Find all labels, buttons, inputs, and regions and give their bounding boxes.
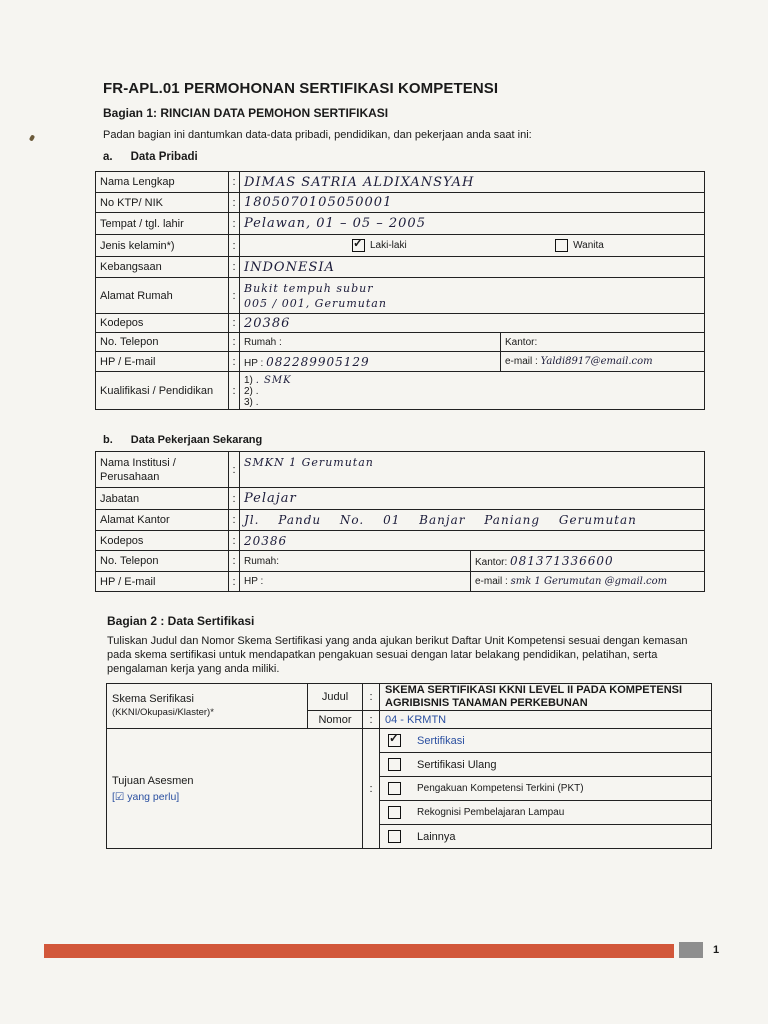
- section-b-letter: b.: [103, 434, 113, 446]
- personal-data-table: [95, 171, 705, 410]
- footer-bar: [44, 944, 674, 958]
- hp-field-b[interactable]: HP :: [240, 572, 471, 592]
- table-row: Nomor : 04 - KRMTN: [107, 711, 712, 729]
- table-row: Kodepos : 20386: [96, 314, 705, 333]
- tujuan-options: [380, 729, 712, 849]
- jabatan-value: Pelajar: [244, 491, 297, 506]
- table-row: Alamat Kantor : Jl. Pandu No. 01 Banjar Paniang Gerumutan: [96, 510, 705, 531]
- tujuan-hint: [☑ yang perlu]: [112, 790, 180, 803]
- tujuan-option[interactable]: [380, 825, 711, 848]
- table-row: [107, 729, 712, 849]
- wanita-label: Wanita: [573, 240, 604, 252]
- tujuan-option[interactable]: [380, 801, 711, 825]
- email-value-b: smk 1 Gerumutan @gmail.com: [510, 576, 668, 587]
- bangsa-label: Kebangsaan: [96, 257, 229, 278]
- nama-field[interactable]: [240, 172, 705, 193]
- telp-kantor-field-b[interactable]: Kantor: 081371336600: [471, 551, 705, 572]
- section-1-heading: Bagian 1: RINCIAN DATA PEMOHON SERTIFIKASI: [103, 106, 389, 120]
- kodepos-label: Kodepos: [96, 314, 229, 333]
- table-row: No. Telepon : Rumah: Kantor: 081371336600: [96, 551, 705, 572]
- table-row: Alamat Rumah : Bukit tempuh subur 005 / 001, Gerumutan: [96, 278, 705, 314]
- nama-value: DIMAS SATRIA ALDIXANSYAH: [244, 174, 475, 190]
- tujuan-option[interactable]: [380, 753, 711, 777]
- tujuan-label: Tujuan Asesmen: [112, 774, 194, 787]
- option-label: Lainnya: [417, 830, 456, 843]
- section-a-heading: [103, 151, 198, 163]
- option-checkbox[interactable]: [388, 734, 401, 747]
- skema-label: Skema Serifikasi: [112, 693, 194, 705]
- telp-kantor-value: 081371336600: [510, 554, 614, 568]
- kodepos-value: 20386: [244, 315, 291, 331]
- hp-label: HP / E-mail: [96, 352, 229, 372]
- option-checkbox[interactable]: [388, 830, 401, 843]
- section-b-heading: [103, 434, 262, 446]
- nomor-label: Nomor: [308, 711, 363, 729]
- wanita-checkbox[interactable]: [555, 239, 568, 252]
- table-row: Jenis kelamin*) : ✓ Laki-laki Wanita: [96, 235, 705, 257]
- alamat-kantor-label: Alamat Kantor: [96, 510, 229, 531]
- nomor-value: 04 - KRMTN: [380, 711, 712, 729]
- alamat-kantor-value: Jl. Pandu No. 01 Banjar Paniang Gerumutan: [244, 513, 637, 527]
- laki-laki-label: Laki-laki: [370, 240, 407, 252]
- kodepos-kantor-value: 20386: [244, 533, 288, 548]
- judul-value: SKEMA SERTIFIKASI KKNI LEVEL II PADA KOMPETENSI AGRIBISNIS TANAMAN PERKEBUNAN: [380, 684, 712, 711]
- telp-rumah-prefix: Rumah :: [244, 336, 282, 348]
- ktp-label: No KTP/ NIK: [96, 193, 229, 213]
- telp-rumah-field[interactable]: [240, 333, 501, 352]
- intro-text: Padan bagian ini dantumkan data-data pribadi, pendidikan, dan pekerjaan anda saat ini:: [103, 129, 532, 141]
- kual-label: Kualifikasi / Pendidikan: [96, 372, 229, 410]
- hp-field[interactable]: [240, 352, 501, 372]
- kual-item-1: 1) . SMK: [244, 374, 292, 386]
- table-row: Jabatan : Pelajar: [96, 488, 705, 510]
- option-label: Rekognisi Pembelajaran Lampau: [417, 807, 565, 818]
- table-row: No KTP/ NIK : 1805070105050001: [96, 193, 705, 213]
- page-number: 1: [713, 944, 720, 956]
- alamat-line-2: 005 / 001, Gerumutan: [244, 296, 387, 310]
- nama-label: Nama Lengkap: [96, 172, 229, 193]
- email-value: Yaldi8917@email.com: [540, 356, 653, 367]
- table-row: HP / E-mail : HP : e-mail : smk 1 Gerumutan @gmail.com: [96, 572, 705, 592]
- skema-label-cell: [107, 684, 308, 729]
- table-row: Skema Serifikasi (KKNI/Okupasi/Klaster)* Judul : SKEMA SERTIFIKASI KKNI LEVEL II PADA KOMPETENSI AGRIBISNIS TANAMAN PERKEBUNAN: [107, 684, 712, 711]
- jk-field: [240, 235, 705, 257]
- table-row: Kodepos : 20386: [96, 531, 705, 551]
- jk-label: Jenis kelamin*): [96, 235, 229, 257]
- jabatan-field[interactable]: [240, 488, 705, 510]
- bangsa-field[interactable]: [240, 257, 705, 278]
- kual-field[interactable]: [240, 372, 705, 410]
- table-row: Tempat / tgl. lahir : Pelawan, 01 – 05 – 2005: [96, 213, 705, 235]
- section-b-title: Data Pekerjaan Sekarang: [130, 434, 263, 446]
- alamat-field[interactable]: [240, 278, 705, 314]
- email-field[interactable]: [501, 352, 705, 372]
- section-2-heading: Bagian 2 : Data Sertifikasi: [107, 614, 255, 628]
- kodepos-field[interactable]: [240, 314, 705, 333]
- tujuan-option[interactable]: [380, 777, 711, 801]
- telp-rumah-field-b[interactable]: Rumah:: [240, 551, 471, 572]
- ktp-value: 1805070105050001: [244, 195, 393, 210]
- option-checkbox[interactable]: [388, 782, 401, 795]
- ttl-field[interactable]: [240, 213, 705, 235]
- table-row: Nama Institusi / Perusahaan : SMKN 1 Gerumutan: [96, 452, 705, 488]
- skema-sublabel: (KKNI/Okupasi/Klaster)*: [112, 707, 214, 718]
- table-row: No. Telepon : Rumah : Kantor:: [96, 333, 705, 352]
- judul-label: Judul: [308, 684, 363, 711]
- page-title: FR-APL.01 PERMOHONAN SERTIFIKASI KOMPETENSI: [103, 80, 499, 97]
- table-row: HP / E-mail : HP : 082289905129 e-mail : Yaldi8917@email.com: [96, 352, 705, 372]
- email-prefix: e-mail :: [505, 356, 538, 367]
- alamat-kantor-field[interactable]: [240, 510, 705, 531]
- ktp-field[interactable]: [240, 193, 705, 213]
- telp-kantor-field[interactable]: [501, 333, 705, 352]
- alamat-label: Alamat Rumah: [96, 278, 229, 314]
- alamat-line-1: Bukit tempuh subur: [244, 281, 374, 295]
- inst-field[interactable]: [240, 452, 705, 488]
- kodepos-kantor-label: Kodepos: [96, 531, 229, 551]
- certification-table: [106, 683, 712, 849]
- table-row: Kebangsaan : INDONESIA: [96, 257, 705, 278]
- hp-kantor-label: HP / E-mail: [96, 572, 229, 592]
- option-label: Pengakuan Kompetensi Terkini (PKT): [417, 783, 584, 794]
- job-data-table: [95, 451, 705, 592]
- kodepos-kantor-field[interactable]: [240, 531, 705, 551]
- inst-label: Nama Institusi / Perusahaan: [96, 452, 229, 488]
- option-label: Sertifikasi Ulang: [417, 758, 497, 771]
- section-a-title: Data Pribadi: [130, 151, 198, 163]
- ttl-label: Tempat / tgl. lahir: [96, 213, 229, 235]
- pen-mark: [29, 134, 35, 141]
- option-checkbox[interactable]: [388, 758, 401, 771]
- kual-item-2: 2) .: [244, 385, 259, 397]
- section-a-letter: a.: [103, 151, 113, 163]
- telp-kantor-prefix: Kantor:: [505, 336, 538, 348]
- footer-block: [679, 942, 703, 958]
- table-row: Kualifikasi / Pendidikan : 1) . SMK 2) . 3) .: [96, 372, 705, 410]
- option-checkbox[interactable]: [388, 806, 401, 819]
- inst-value: SMKN 1 Gerumutan: [244, 456, 374, 469]
- telp-kantor-label: No. Telepon: [96, 551, 229, 572]
- kual-item-3: 3) .: [244, 396, 259, 408]
- bangsa-value: INDONESIA: [244, 259, 335, 275]
- hp-prefix: HP :: [244, 357, 264, 369]
- ttl-value: Pelawan, 01 – 05 – 2005: [244, 216, 426, 231]
- jabatan-label: Jabatan: [96, 488, 229, 510]
- option-label: Sertifikasi: [417, 734, 465, 747]
- email-field-b[interactable]: e-mail : smk 1 Gerumutan @gmail.com: [471, 572, 705, 592]
- hp-value: 082289905129: [266, 354, 370, 369]
- section-2-text: Tuliskan Judul dan Nomor Skema Sertifikasi yang anda ajukan berikut Daftar Unit Kompetensi sesuai dengan kemasan pada skema sertifikasi untuk mendapatkan pengakuan sesuai dengan latar belakang pendidikan, pelatihan, serta pengalaman kerja yang anda miliki.: [107, 635, 688, 675]
- laki-laki-checkbox[interactable]: [352, 239, 365, 252]
- table-row: Nama Lengkap : DIMAS SATRIA ALDIXANSYAH: [96, 172, 705, 193]
- tujuan-cell: [107, 729, 363, 849]
- tujuan-colon: :: [363, 729, 380, 849]
- tujuan-option[interactable]: [380, 729, 711, 753]
- telp-label: No. Telepon: [96, 333, 229, 352]
